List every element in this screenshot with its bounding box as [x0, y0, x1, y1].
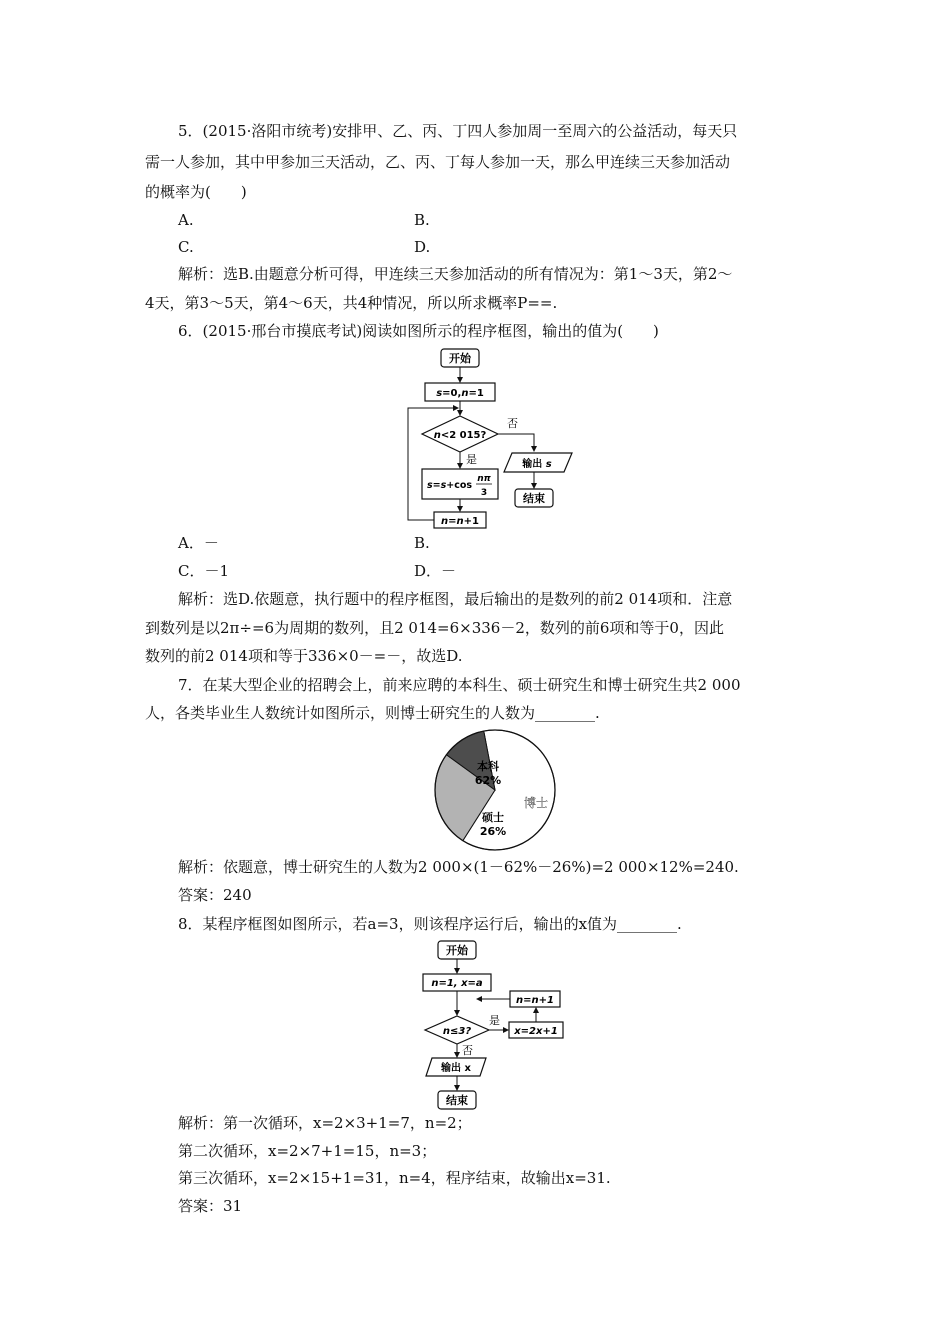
q6-fraction-denominator: 3: [480, 488, 488, 498]
q8-solution-line-3: 第三次循环，x=2×15+1=31，n=4，程序结束，故输出x=31.: [178, 1169, 611, 1187]
q8-start-text: 开始: [446, 944, 468, 957]
q7-line-2: 人，各类毕业生人数统计如图所示，则博士研究生的人数为________.: [145, 704, 600, 722]
q8-flowchart: [415, 938, 575, 1112]
q8-line-1: 8．某程序框图如图所示，若a=3，则该程序运行后，输出的x值为________.: [178, 915, 682, 933]
pie-label-boshi: 博士: [523, 796, 549, 810]
q6-yes-label: 是: [466, 453, 477, 466]
q6-end-text: 结束: [523, 492, 545, 505]
q7-solution-line-1: 解析：依题意，博士研究生的人数为2 000×(1－62%－26%)=2 000×12%=240.: [178, 858, 739, 876]
q6-line-1: 6．(2015·邢台市摸底考试)阅读如图所示的程序框图，输出的值为( ): [178, 322, 659, 340]
q8-body-text: x=2x+1: [514, 1026, 558, 1037]
q6-solution-line-3: 数列的前2 014项和等于336×0－=－，故选D.: [145, 647, 463, 665]
q7-line-1: 7．在某大型企业的招聘会上，前来应聘的本科生、硕士研究生和博士研究生共2 000: [178, 676, 741, 694]
q5-option-d: D.: [414, 238, 431, 256]
q6-option-c: C．－1: [178, 562, 230, 580]
q8-solution-line-1: 解析：第一次循环，x=2×3+1=7，n=2；: [178, 1114, 472, 1132]
q6-solution-line-1: 解析：选D.依题意，执行题中的程序框图，最后输出的是数列的前2 014项和．注意: [178, 590, 733, 608]
q6-init-text: s=0,n=1: [436, 388, 484, 399]
q8-solution-line-2: 第二次循环，x=2×7+1=15，n=3；: [178, 1142, 437, 1160]
pie-label-shuoshi-pct: 26%: [479, 825, 507, 838]
q6-option-d: D．－: [414, 562, 457, 580]
q8-end-text: 结束: [446, 1094, 468, 1107]
q5-option-a: A.: [178, 211, 194, 229]
q7-pie-chart: [425, 728, 565, 852]
q5-line-2: 需一人参加，其中甲参加三天活动，乙、丙、丁每人参加一天，那么甲连续三天参加活动: [145, 153, 731, 171]
q6-solution-line-2: 到数列是以2π÷=6为周期的数列，且2 014=6×336－2，数列的前6项和等于0，因此: [145, 619, 724, 637]
q5-line-1: 5．(2015·洛阳市统考)安排甲、乙、丙、丁四人参加周一至周六的公益活动，每天只: [178, 122, 738, 140]
q6-option-b: B.: [414, 534, 430, 552]
q6-fraction-numerator: nπ: [477, 474, 491, 484]
q8-output-text: 输出 x: [441, 1063, 471, 1074]
q5-option-c: C.: [178, 238, 194, 256]
q6-no-label: 否: [507, 417, 518, 430]
q5-option-b: B.: [414, 211, 430, 229]
q8-yes-label: 是: [489, 1014, 500, 1027]
q6-option-a: A．－: [178, 534, 219, 552]
q8-answer: 答案：31: [178, 1197, 243, 1215]
q6-start-text: 开始: [449, 352, 471, 365]
q5-solution-line-1: 解析：选B.由题意分析可得，甲连续三天参加活动的所有情况为：第1～3天，第2～: [178, 265, 733, 283]
q6-flowchart: [400, 345, 585, 530]
q8-no-label: 否: [462, 1044, 473, 1057]
q6-body-text: s=s+cos: [427, 480, 473, 491]
q6-increment-text: n=n+1: [441, 516, 479, 527]
pie-label-benke: 本科: [477, 760, 499, 773]
q8-increment-text: n=n+1: [516, 995, 554, 1006]
q8-init-text: n=1, x=a: [431, 978, 483, 989]
q8-decision-text: n≤3?: [442, 1026, 472, 1037]
q7-answer: 答案：240: [178, 886, 252, 904]
q5-solution-line-2: 4天，第3～5天，第4～6天，共4种情况，所以所求概率P==.: [145, 294, 558, 312]
pie-label-shuoshi: 硕士: [482, 811, 504, 824]
q5-line-3: 的概率为( ): [145, 183, 247, 201]
pie-label-benke-pct: 62%: [474, 774, 502, 787]
q6-decision-text: n<2 015?: [433, 430, 487, 441]
q6-output-text: 输出 s: [522, 459, 552, 470]
